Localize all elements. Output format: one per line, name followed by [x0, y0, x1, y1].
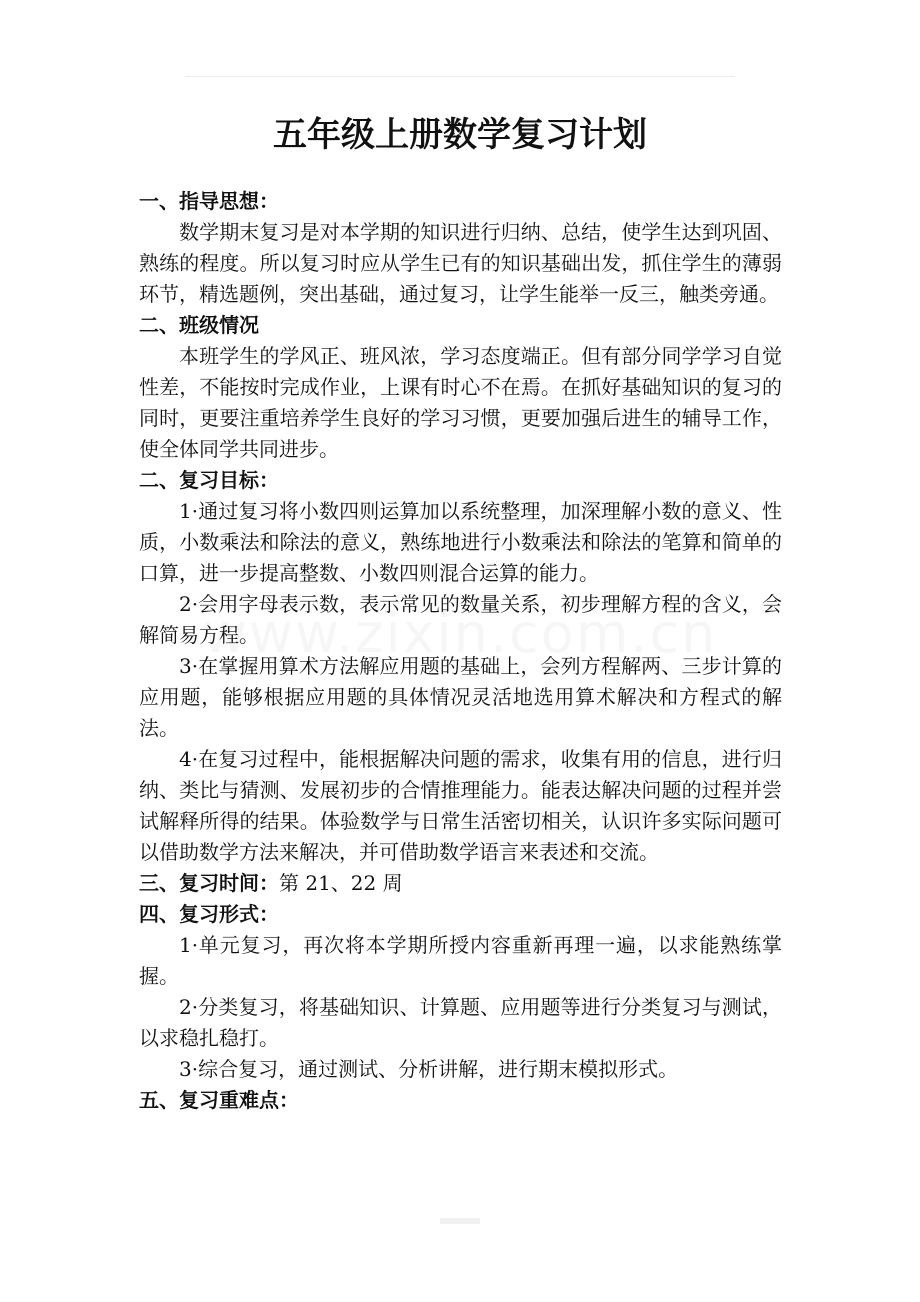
- section-heading-class: 二、班级情况: [139, 313, 259, 337]
- goal-item-1: 1·通过复习将小数四则运算加以系统整理，加深理解小数的意义、性质，小数乘法和除法的意义，熟练地进行小数乘法和除法的笔算和简单的口算，进一步提高整数、小数四则混合运算的能力。: [139, 499, 782, 585]
- section-heading-time: 三、复习时间：: [139, 871, 279, 895]
- goal-item-3: 3·在掌握用算术方法解应用题的基础上，会列方程解两、三步计算的应用题，能够根据应用题的具体情况灵活地选用算术解决和方程式的解法。: [139, 654, 782, 740]
- page-title: 五年级上册数学复习计划: [273, 115, 647, 155]
- document-body: [139, 186, 782, 1116]
- footer-mark: [440, 1218, 480, 1224]
- form-item-3: 3·综合复习，通过测试、分析讲解，进行期末模拟形式。: [179, 1057, 679, 1081]
- section-heading-goals: 二、复习目标：: [139, 468, 279, 492]
- form-item-2: 2·分类复习，将基础知识、计算题、应用题等进行分类复习与测试，以求稳扎稳打。: [139, 995, 782, 1050]
- header-rule: [185, 76, 735, 77]
- review-time-value: 第 21、22 周: [279, 871, 403, 895]
- section-time: [139, 868, 782, 899]
- section-heading-form: 四、复习形式：: [139, 902, 279, 926]
- goal-item-4: 4·在复习过程中，能根据解决问题的需求，收集有用的信息，进行归纳、类比与猜测、发展初步的合情推理能力。能表达解决问题的过程并尝试解释所得的结果。体验数学与日常生活密切相关，认识许多实际问题可以借助数学方法来解决，并可借助数学语言来表述和交流。: [139, 747, 782, 864]
- section-heading-keypoints: 五、复习重难点：: [139, 1088, 299, 1112]
- form-item-1: 1·单元复习，再次将本学期所授内容重新再理一遍，以求能熟练掌握。: [139, 933, 782, 988]
- section-heading-guiding: 一、指导思想：: [139, 189, 279, 213]
- paragraph-class: 本班学生的学风正、班风浓，学习态度端正。但有部分同学学习自觉性差，不能按时完成作业，上课有时心不在焉。在抓好基础知识的复习的同时，更要注重培养学生良好的学习习惯，更要加强后进生的辅导工作，使全体同学共同进步。: [139, 344, 782, 461]
- paragraph-guiding: 数学期末复习是对本学期的知识进行归纳、总结，使学生达到巩固、熟练的程度。所以复习时应从学生已有的知识基础出发，抓住学生的薄弱环节，精选题例，突出基础，通过复习，让学生能举一反三，触类旁通。: [139, 220, 782, 306]
- goal-item-2: 2·会用字母表示数，表示常见的数量关系，初步理解方程的含义，会解简易方程。: [139, 592, 782, 647]
